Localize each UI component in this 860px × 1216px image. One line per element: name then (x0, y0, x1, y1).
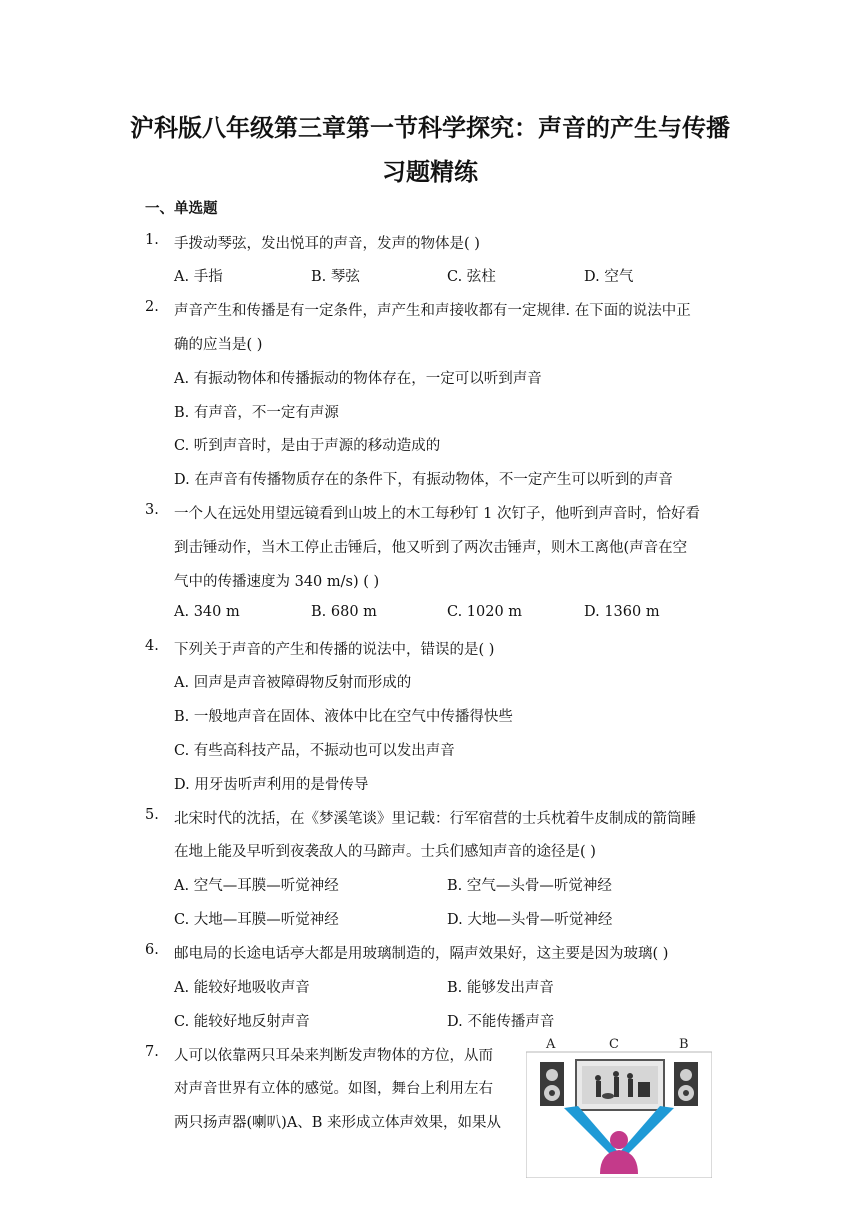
question-text: 声音产生和传播是有一定条件，声产生和声接收都有一定规律. 在下面的说法中正 (174, 303, 691, 319)
question-text: 对声音世界有立体的感觉。如图，舞台上利用左右 (174, 1081, 493, 1097)
option-d: D. 空气 (584, 269, 634, 285)
option-b: B. 琴弦 (311, 269, 360, 285)
question-number: 5. (145, 807, 159, 823)
option-c: C. 大地—耳膜—听觉神经 (174, 912, 339, 928)
option-b: B. 一般地声音在固体、液体中比在空气中传播得快些 (174, 709, 513, 725)
option-c: C. 有些高科技产品，不振动也可以发出声音 (174, 743, 455, 759)
option-d: D. 大地—头骨—听觉神经 (447, 912, 613, 928)
question-text: 邮电局的长途电话亭大都是用玻璃制造的，隔声效果好，这主要是因为玻璃( ) (174, 946, 669, 962)
option-d: D. 1360 m (584, 604, 660, 620)
option-d: D. 用牙齿听声利用的是骨传导 (174, 777, 369, 793)
option-a: A. 340 m (174, 604, 240, 620)
question-text: 下列关于声音的产生和传播的说法中，错误的是( ) (174, 642, 495, 658)
question-number: 4. (145, 638, 159, 654)
stage-band-icon (576, 1060, 664, 1110)
question-number: 7. (145, 1044, 159, 1060)
question-text: 确的应当是( ) (174, 337, 263, 353)
figure-label-a: A (546, 1037, 556, 1052)
question-number: 3. (145, 502, 159, 518)
question-text: 在地上能及早听到夜袭敌人的马蹄声。士兵们感知声音的途径是( ) (174, 844, 596, 860)
option-a: A. 空气—耳膜—听觉神经 (174, 878, 339, 894)
option-b: B. 有声音，不一定有声源 (174, 405, 339, 421)
speaker-b-icon (674, 1062, 698, 1106)
question-text: 到击锤动作，当木工停止击锤后，他又听到了两次击锤声，则木工离他(声音在空 (174, 540, 688, 556)
figure-label-c: C (609, 1037, 619, 1052)
option-b: B. 680 m (311, 604, 377, 620)
option-c: C. 1020 m (447, 604, 523, 620)
option-b: B. 空气—头骨—听觉神经 (447, 878, 612, 894)
page-subtitle: 习题精练 (382, 158, 478, 186)
option-a: A. 手指 (174, 269, 223, 285)
option-d: D. 不能传播声音 (447, 1014, 555, 1030)
question-text: 手拨动琴弦，发出悦耳的声音，发声的物体是( ) (174, 236, 480, 252)
question-text: 人可以依靠两只耳朵来判断发声物体的方位，从而 (174, 1048, 493, 1064)
option-a: A. 有振动物体和传播振动的物体存在，一定可以听到声音 (174, 371, 542, 387)
page-title: 沪科版八年级第三章第一节科学探究：声音的产生与传播 (130, 114, 730, 142)
speaker-a-icon (540, 1062, 564, 1106)
option-c: C. 能较好地反射声音 (174, 1014, 310, 1030)
question-text: 气中的传播速度为 340 m/s) ( ) (174, 574, 380, 590)
question-text: 一个人在远处用望远镜看到山坡上的木工每秒钉 1 次钉子，他听到声音时，恰好看 (174, 506, 700, 522)
option-a: A. 能较好地吸收声音 (174, 980, 310, 996)
option-c: C. 听到声音时，是由于声源的移动造成的 (174, 438, 441, 454)
option-d: D. 在声音有传播物质存在的条件下，有振动物体，不一定产生可以听到的声音 (174, 472, 673, 488)
option-c: C. 弦柱 (447, 269, 496, 285)
section-heading: 一、单选题 (145, 201, 218, 217)
stereo-speaker-figure (526, 1036, 712, 1178)
question-number: 1. (145, 232, 159, 248)
question-number: 6. (145, 942, 159, 958)
option-a: A. 回声是声音被障碍物反射而形成的 (174, 675, 412, 691)
question-text: 北宋时代的沈括，在《梦溪笔谈》里记载：行军宿营的士兵枕着牛皮制成的箭筒睡 (174, 811, 696, 827)
question-number: 2. (145, 299, 159, 315)
option-b: B. 能够发出声音 (447, 980, 554, 996)
question-text: 两只扬声器(喇叭)A、B 来形成立体声效果，如果从 (174, 1115, 502, 1131)
figure-label-b: B (679, 1037, 689, 1052)
